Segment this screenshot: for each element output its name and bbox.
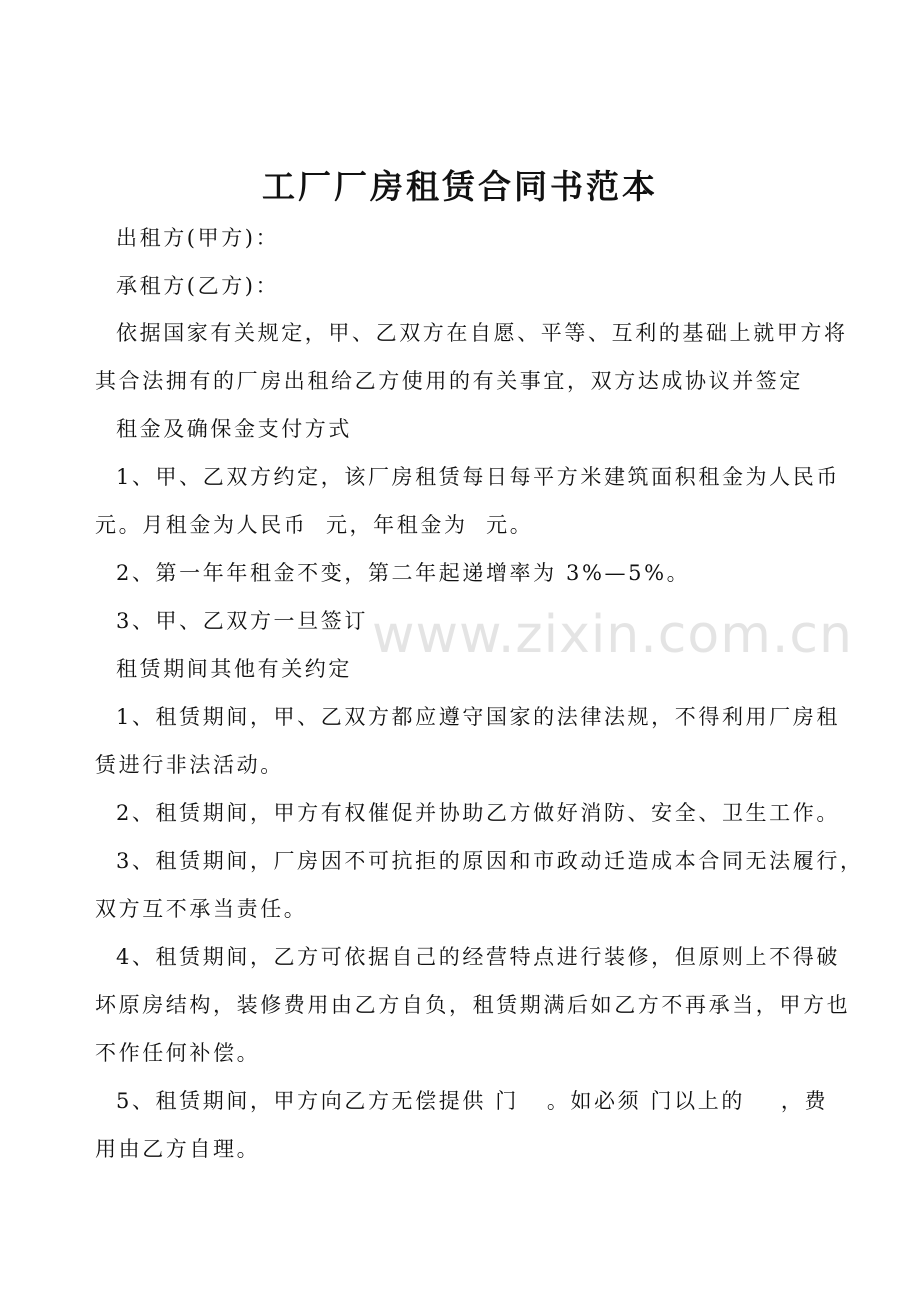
section1-heading: 租金及确保金支付方式 <box>116 417 352 441</box>
lessor-label: 出租方(甲方)： <box>116 226 280 250</box>
section1-item1-line-1: 1、甲、乙双方约定，该厂房租赁每日每平方米建筑面积租金为人民币 <box>116 465 840 489</box>
lessee-label: 承租方(乙方)： <box>116 274 280 298</box>
preamble-line-1: 依据国家有关规定，甲、乙双方在自愿、平等、互利的基础上就甲方将 <box>116 321 848 345</box>
section1-item1-line-2: 元。月租金为人民币 元，年租金为 元。 <box>95 513 534 537</box>
section2-item5-line-1 <box>116 1085 828 1117</box>
section2-item4-line-2: 坏原房结构，装修费用由乙方自负，租赁期满后如乙方不再承当，甲方也 <box>95 993 851 1017</box>
section2-item4-line-1: 4、租赁期间，乙方可依据自己的经营特点进行装修，但原则上不得破 <box>116 945 840 969</box>
section1-item2: 2、第一年年租金不变，第二年起递增率为 3%—5%。 <box>116 561 691 585</box>
section2-item3-line-1: 3、租赁期间，厂房因不可抗拒的原因和市政动迁造成本合同无法履行， <box>116 849 864 873</box>
section1-item3: 3、甲、乙双方一旦签订 <box>116 609 368 633</box>
section2-item2: 2、租赁期间，甲方有权催促并协助乙方做好消防、安全、卫生工作。 <box>116 801 840 825</box>
watermark: www.zixin.com.cn <box>372 605 853 665</box>
preamble-line-2: 其合法拥有的厂房出租给乙方使用的有关事宜，双方达成协议并签定 <box>95 369 803 393</box>
section2-item5-part-1: 5、租赁期间，甲方向乙方无偿提供 门 <box>116 1089 519 1113</box>
section2-item1-line-1: 1、租赁期间，甲、乙双方都应遵守国家的法律法规，不得利用厂房租 <box>116 705 840 729</box>
section2-item4-line-3: 不作任何补偿。 <box>95 1041 261 1065</box>
document-title: 工厂厂房租赁合同书范本 <box>262 167 658 206</box>
section2-heading: 租赁期间其他有关约定 <box>116 657 352 681</box>
section2-item1-line-2: 赁进行非法活动。 <box>95 753 284 777</box>
section2-item3-line-2: 双方互不承当责任。 <box>95 897 308 921</box>
section2-item5-part-2: 。如必须 门以上的 <box>546 1089 745 1113</box>
section2-item5-line-2: 用由乙方自理。 <box>95 1137 261 1161</box>
section2-item5-part-3: ，费 <box>780 1089 829 1113</box>
